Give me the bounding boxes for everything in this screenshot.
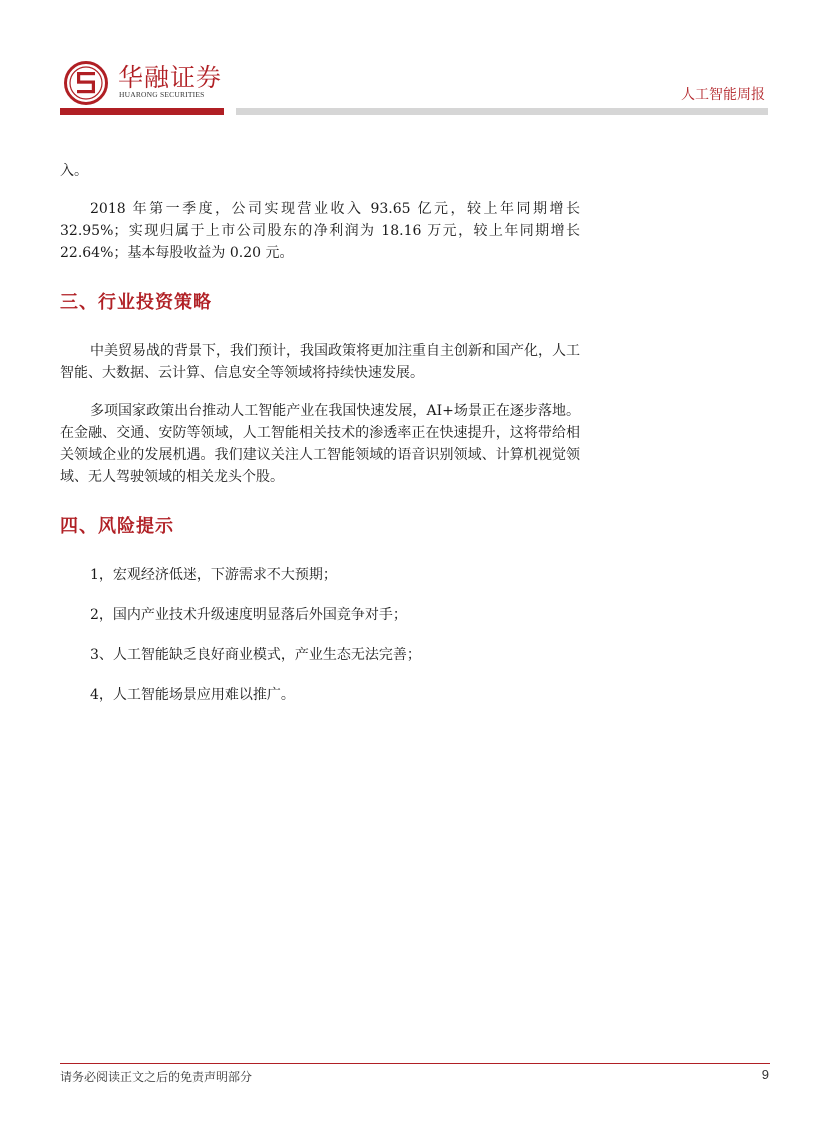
risk-item: 4，人工智能场景应用难以推广。 bbox=[90, 687, 295, 703]
brand-name-en: HUARONG SECURITIES bbox=[119, 90, 205, 99]
page-number: 9 bbox=[761, 1067, 769, 1082]
q1-results-paragraph: 2018 年第一季度，公司实现营业收入 93.65 亿元，较上年同期增长 32.95%；实现归属于上市公司股东的净利润为 18.16 万元，较上年同期增长 22.64%；基本每股收益为 0.20 元。 bbox=[60, 201, 580, 261]
risk-item: 3、人工智能缺乏良好商业模式，产业生态无法完善； bbox=[90, 647, 421, 663]
strategy-paragraph: 多项国家政策出台推动人工智能产业在我国快速发展，AI+场景正在逐步落地。在金融、交通、安防等领域，人工智能相关技术的渗透率正在快速提升，这将带给相关领域企业的发展机遇。我们建议关注人工智能领域的语音识别领域、计算机视觉领域、无人驾驶领域的相关龙头个股。 bbox=[60, 403, 580, 485]
report-title: 人工智能周报 bbox=[681, 87, 765, 103]
footer-divider bbox=[60, 1063, 770, 1064]
huarong-logo-icon bbox=[64, 61, 108, 105]
report-body bbox=[60, 160, 580, 724]
header-bar-grey bbox=[236, 108, 768, 115]
brand-name-cn: 华融证券 bbox=[118, 63, 223, 92]
section-heading-strategy: 三、行业投资策略 bbox=[60, 292, 212, 313]
continuation-text: 入。 bbox=[60, 163, 88, 179]
section-heading-risk: 四、风险提示 bbox=[60, 516, 174, 537]
risk-item: 2，国内产业技术升级速度明显落后外国竞争对手； bbox=[90, 607, 407, 623]
strategy-paragraph: 中美贸易战的背景下，我们预计，我国政策将更加注重自主创新和国产化，人工智能、大数据、云计算、信息安全等领域将持续快速发展。 bbox=[60, 343, 580, 381]
header-bar-accent bbox=[60, 108, 224, 115]
risk-item: 1，宏观经济低迷，下游需求不大预期； bbox=[90, 567, 337, 583]
footer-disclaimer: 请务必阅读正文之后的免责声明部分 bbox=[60, 1070, 253, 1084]
